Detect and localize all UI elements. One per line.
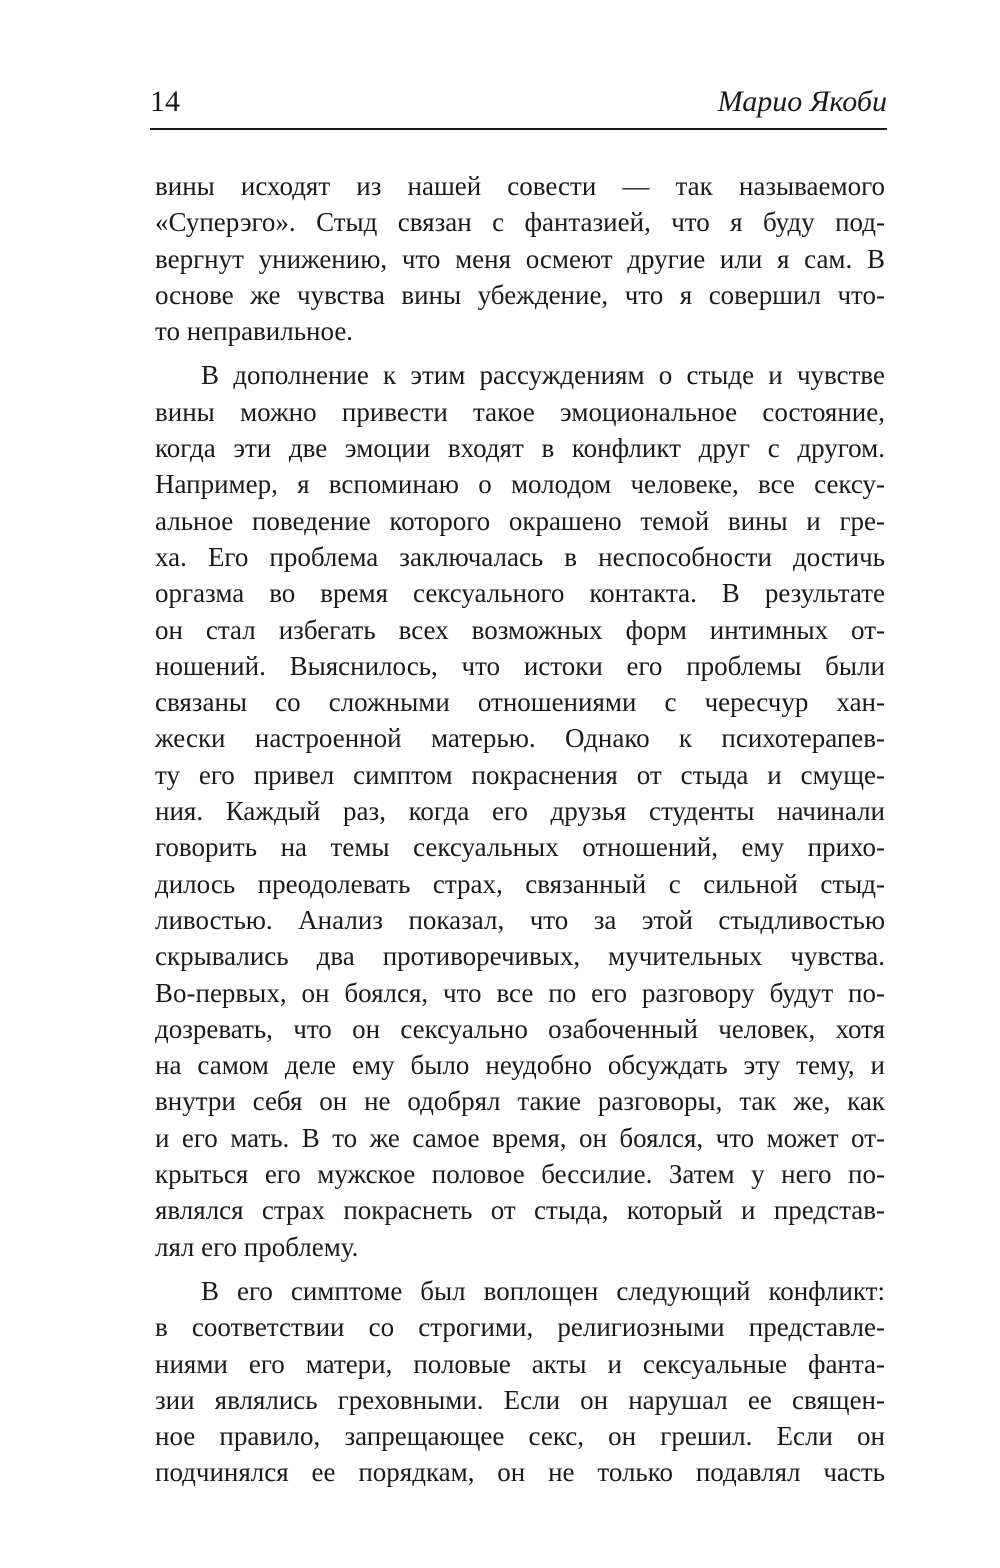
text-line: Во-первых, он боялся, что все по его разговору будут по- [155, 977, 885, 1008]
paragraph-gap [155, 1265, 885, 1273]
text-line: Например, я вспоминаю о молодом человеке, все сексу- [155, 469, 885, 500]
text-line: ниями его матери, половые акты и сексуальные фанта- [155, 1348, 885, 1379]
text-line: он стал избегать всех возможных форм интимных от- [155, 614, 885, 645]
text-line: ния. Каждый раз, когда его друзья студенты начинали [155, 796, 885, 827]
text-line: «Суперэго». Стыд связан с фантазией, что я буду под- [155, 207, 885, 238]
text-line: и его мать. В то же самое время, он боялся, что может от- [155, 1122, 885, 1153]
text-line: дозревать, что он сексуально озабоченный человек, хотя [155, 1013, 885, 1044]
text-line: жески настроенной матерью. Однако к психотерапев- [155, 723, 885, 754]
header-rule [150, 128, 887, 130]
text-line: являлся страх покраснеть от стыда, который и представ- [155, 1195, 885, 1226]
text-line: В дополнение к этим рассуждениям о стыде и чувстве [201, 360, 885, 391]
text-line: вергнут унижению, что меня осмеют другие или я сам. В [155, 243, 885, 274]
text-line: связаны со сложными отношениями с чересчур хан- [155, 687, 885, 718]
text-line: оргазма во время сексуального контакта. В результате [155, 578, 885, 609]
paragraph-gap [155, 349, 885, 357]
text-line: ха. Его проблема заключалась в неспособности достичь [155, 541, 885, 572]
text-line: вины можно привести такое эмоциональное состояние, [155, 396, 885, 427]
page-number: 14 [150, 85, 180, 118]
page-header [150, 82, 887, 132]
text-line: когда эти две эмоции входят в конфликт друг с другом. [155, 433, 885, 464]
text-line: в соответствии со строгими, религиозными представле- [155, 1312, 885, 1343]
text-line: ту его привел симптом покраснения от стыда и смуще- [155, 759, 885, 790]
text-line: внутри себя он не одобрял такие разговоры, так же, как [155, 1086, 885, 1117]
body-text [155, 168, 885, 1491]
running-title: Марио Якоби [717, 85, 887, 118]
text-line: на самом деле ему было неудобно обсуждать эту тему, и [155, 1050, 885, 1081]
text-line: подчинялся ее порядкам, он не только подавлял часть [155, 1457, 885, 1488]
text-line: говорить на темы сексуальных отношений, ему прихо- [155, 832, 885, 863]
text-line: скрывались два противоречивых, мучительных чувства. [155, 941, 885, 972]
text-line: вины исходят из нашей совести — так называемого [155, 171, 885, 201]
text-line: основе же чувства вины убеждение, что я совершил что- [155, 279, 885, 310]
text-line: крыться его мужское половое бессилие. Затем у него по- [155, 1159, 885, 1190]
text-line: ное правило, запрещающее секс, он грешил. Если он [155, 1421, 885, 1452]
text-line: зии являлись греховными. Если он нарушал ее священ- [155, 1384, 885, 1415]
text-line: ливостью. Анализ показал, что за этой стыдливостью [155, 904, 885, 935]
text-line: ношений. Выяснилось, что истоки его проблемы были [155, 650, 885, 681]
text-line: дилось преодолевать страх, связанный с сильной стыд- [155, 868, 885, 899]
text-line: то неправильное. [155, 316, 354, 347]
text-line: лял его проблему. [155, 1231, 359, 1262]
text-line: В его симптоме был воплощен следующий конфликт: [201, 1275, 885, 1306]
text-line: альное поведение которого окрашено темой вины и гре- [155, 505, 885, 536]
